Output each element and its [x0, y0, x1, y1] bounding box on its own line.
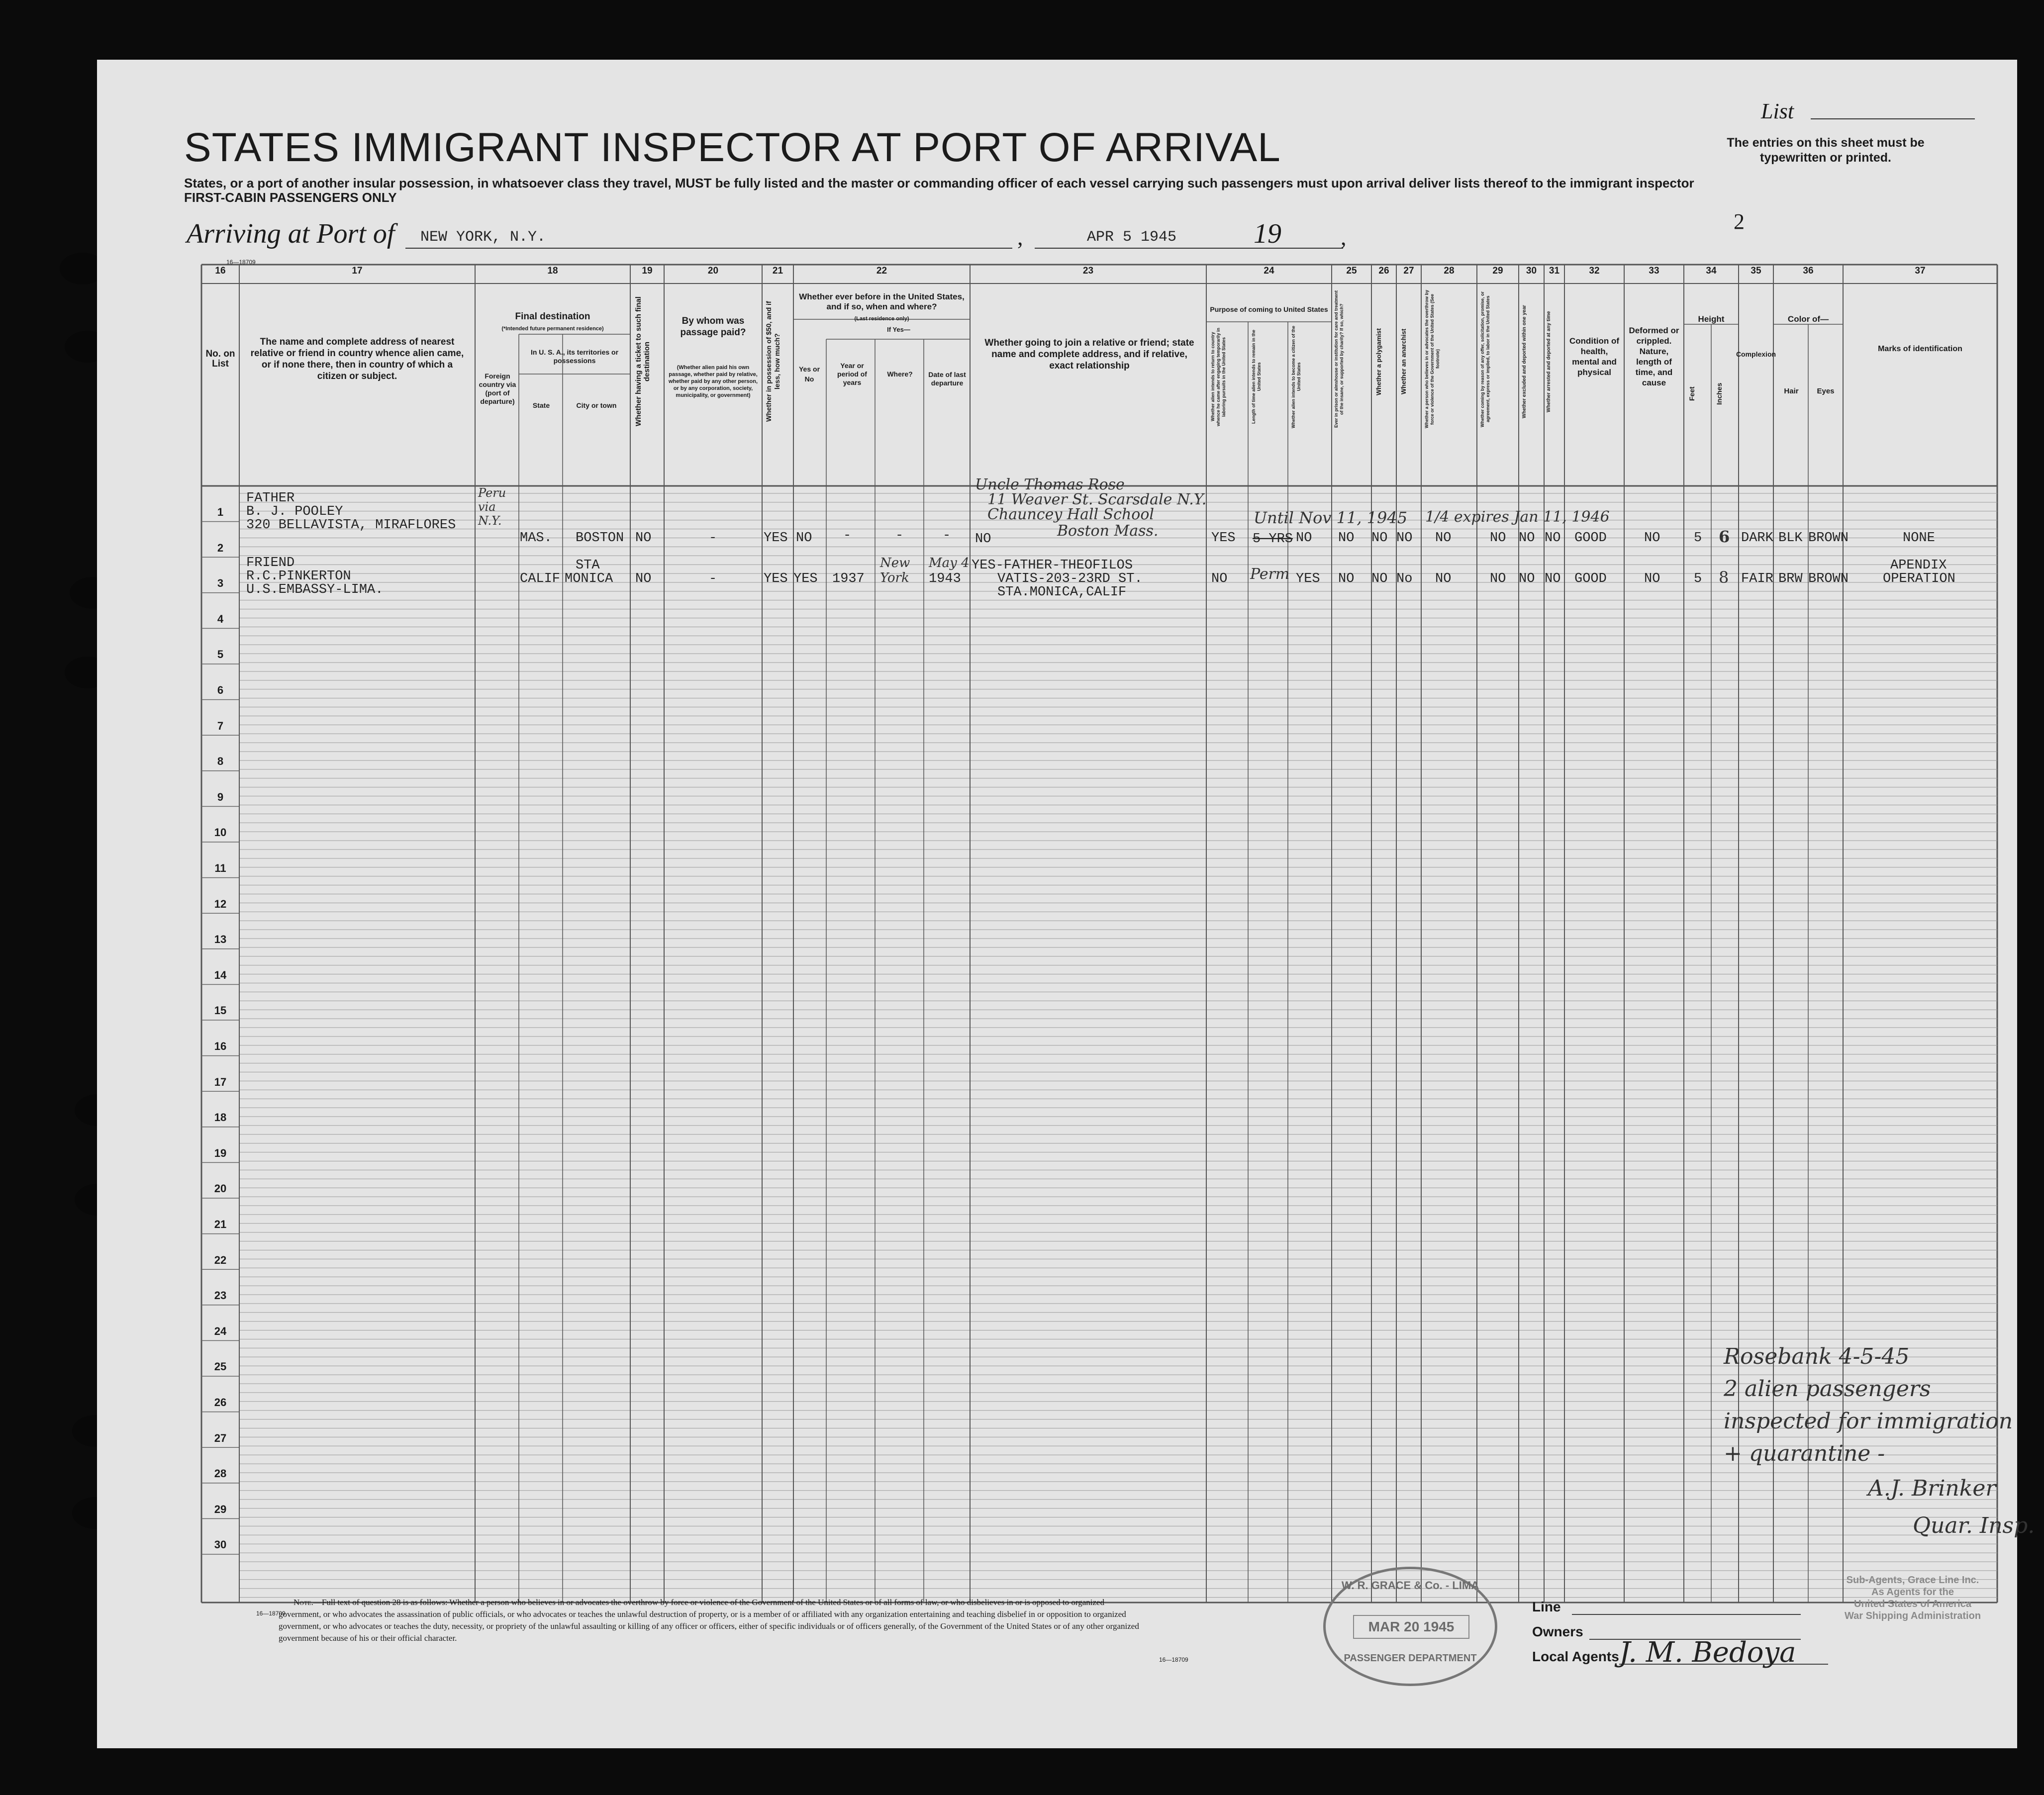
header-ticket: Whether having a ticket to such final destination — [634, 296, 651, 427]
row2-relative-address: U.S.EMBASSY-LIMA. — [246, 582, 384, 597]
row1-passage-paid: - — [709, 531, 717, 546]
header-eyes: Eyes — [1817, 387, 1835, 395]
col-number-32: 32 — [1589, 266, 1600, 276]
col-number-29: 29 — [1492, 266, 1503, 276]
header-purpose-citizen: Whether alien intends to become a citizen of the United States — [1291, 325, 1301, 428]
row-number: 15 — [214, 1004, 227, 1017]
row2-relationship: FRIEND — [246, 556, 295, 570]
stamp-bottom-text: PASSENGER DEPARTMENT — [1344, 1653, 1477, 1664]
header-join-relative: Whether going to join a relative or friend; state name and complete address, and if relative, exact relationship — [984, 337, 1194, 371]
header-state: State — [532, 401, 550, 409]
row-number: 9 — [217, 790, 224, 803]
row-number: 10 — [214, 826, 227, 839]
header-passage-paid-sub: (Whether alien paid his own passage, whether paid by relative, whether paid by any other person, or by any corporation, society, municipality, or government) — [668, 365, 758, 398]
form-code-top: 16—18709 — [226, 259, 256, 266]
header-fifty-dollars: Whether in possession of $50, and if less, how much? — [765, 301, 781, 422]
row1-year: - — [843, 528, 852, 543]
subtitle: States, or a port of another insular possession, in whatsoever class they travel, MUST be fully listed and the master or commanding officer of each vessel carrying such passengers must upon arrival deliver lists thereof to the immigrant inspector — [184, 176, 1694, 190]
row2-citizen: YES — [1296, 571, 1320, 586]
company-stamp — [1323, 1567, 1497, 1686]
row2-arrested: NO — [1545, 571, 1561, 586]
row1-where: - — [895, 528, 904, 543]
row2-state: CALIF — [520, 571, 561, 586]
row-number: 21 — [214, 1218, 227, 1230]
header-anarchist: Whether an anarchist — [1400, 328, 1407, 395]
footnote-lead: Note. — [293, 1598, 313, 1607]
header-yes-or-no: Yes or No — [798, 365, 820, 383]
row1-relationship: FATHER — [246, 491, 295, 506]
row2-fifty-dollars: YES — [764, 571, 788, 586]
header-before-in-us-sub: (Last residence only) — [854, 316, 909, 322]
row-number: 11 — [214, 862, 226, 874]
row1-join: NO — [975, 532, 991, 547]
row1-inches: 6 — [1719, 527, 1730, 546]
header-relative-address: The name and complete address of nearest relative or friend in country whence alien came, or if none there, then in country of which a citizen or subject. — [250, 337, 464, 381]
row-number: 8 — [217, 755, 224, 768]
row2-marks-line1: APENDIX — [1890, 558, 1947, 573]
row2-hair: BRW — [1778, 571, 1803, 586]
col-number-26: 26 — [1378, 266, 1389, 276]
row2-passage-paid: - — [709, 571, 717, 586]
header-overthrow: Whether a person who believes in or advocates the overthrow by force or violence of the Government of the United States (See footnote) — [1424, 289, 1440, 429]
col-number-16: 16 — [215, 266, 226, 276]
row-number: 19 — [214, 1146, 227, 1159]
row1-departure: - — [943, 528, 951, 543]
header-marks: Marks of identification — [1878, 345, 1962, 353]
agent-stamp — [1808, 1574, 2017, 1622]
header-no-on-list: No. on List — [205, 349, 235, 369]
row1-marks: NONE — [1903, 531, 1935, 546]
owners-label: Owners — [1532, 1624, 1583, 1639]
row-number: 22 — [214, 1253, 227, 1266]
row2-complexion: FAIR — [1741, 571, 1773, 586]
agent-stamp-line1: Sub-Agents, Grace Line Inc. — [1846, 1575, 1979, 1586]
header-complexion: Complexion — [1736, 350, 1776, 358]
row2-feet: 5 — [1694, 571, 1702, 586]
row1-foreign-via: Peru via N.Y. — [478, 486, 506, 528]
header-before-in-us: Whether ever before in the United States, and if so, when and where? — [799, 292, 965, 311]
row-number: 24 — [214, 1324, 227, 1337]
col-number-20: 20 — [707, 266, 719, 276]
line-label: Line — [1532, 1599, 1561, 1614]
col-number-33: 33 — [1649, 266, 1659, 276]
row2-city-line1: STA — [576, 558, 600, 573]
header-passage-paid: By whom was passage paid? — [680, 316, 746, 338]
header-polygamist: Whether a polygamist — [1375, 328, 1382, 395]
row-number: 29 — [214, 1503, 227, 1515]
inspection-note-line2: 2 alien passengers — [1724, 1376, 1931, 1402]
header-final-destination-sub: (*Intended future permanent residence) — [501, 326, 604, 332]
agent-stamp-line4: War Shipping Administration — [1844, 1610, 1981, 1621]
col-number-36: 36 — [1803, 266, 1814, 276]
header-color-of: Color of— — [1787, 314, 1829, 324]
col-number-18: 18 — [547, 266, 558, 276]
row-number: 14 — [214, 968, 227, 981]
col-number-37: 37 — [1915, 266, 1926, 276]
col-number-21: 21 — [772, 266, 783, 276]
row2-city-line2: MONICA — [565, 571, 613, 586]
row2-labor: NO — [1490, 571, 1506, 586]
row2-before: YES — [793, 571, 818, 586]
row-number: 12 — [214, 897, 227, 910]
inspection-note-signature: A.J. Brinker — [1868, 1476, 1996, 1501]
header-feet: Feet — [1688, 386, 1696, 401]
row2-length-hw: Perm — [1250, 566, 1290, 583]
row-number: 13 — [214, 933, 227, 946]
row-number: 16 — [214, 1040, 227, 1052]
row2-join-line2: VATIS-203-23RD ST. — [997, 571, 1143, 586]
inspection-note-line1: Rosebank 4-5-45 — [1724, 1344, 1910, 1369]
header-deformed: Deformed or crippled. Nature, length of time, and cause — [1629, 326, 1679, 387]
row-number: 6 — [217, 684, 224, 696]
row-number: 3 — [217, 577, 224, 590]
row-number: 7 — [217, 719, 224, 732]
row-number: 27 — [214, 1431, 227, 1444]
row1-overthrow: NO — [1435, 531, 1452, 546]
row1-ticket: NO — [635, 531, 652, 546]
row1-before: NO — [796, 531, 812, 546]
arriving-label: Arriving at Port of — [187, 218, 395, 249]
header-arrested: Whether arrested and deported at any time — [1546, 311, 1552, 412]
footnote-text: —Full text of question 28 is as follows: Whether a person who believes in or advocates the overthrow by force or violence of the Government of the United States or of all forms of law, or who disbelieves in or is opposed to organized government, or who advocates the assassination of public officials, or who advocates or teaches the unlawful destruction of property, or is a member of or affiliated with any organization entertaining and teaching disbelief in or opposition to organized government, or who advocates or teaches the duty, necessity, or propriety of the unlawful assaulting or killing of any officer or officers, either of specific individuals or of officers generally, of the Government of the United States or of any other organized government because of his or their official character. — [279, 1598, 1139, 1643]
row1-length-hw: Until Nov 11, 1945 — [1254, 508, 1408, 527]
row1-prison: NO — [1338, 531, 1355, 546]
port-line — [405, 248, 1012, 249]
row-number: 28 — [214, 1467, 227, 1480]
row2-polygamist: NO — [1371, 571, 1388, 586]
row2-eyes: BROWN — [1808, 571, 1849, 586]
header-year-period: Year or period of years — [837, 361, 867, 386]
header-height: Height — [1698, 314, 1725, 324]
row1-labor: NO — [1490, 531, 1506, 546]
sheet-number: 2 — [1734, 209, 1745, 234]
row2-where-hw: New York — [880, 556, 910, 585]
row-number: 18 — [214, 1111, 227, 1124]
header-purpose: Purpose of coming to United States — [1210, 305, 1328, 313]
row-number: 1 — [217, 506, 224, 518]
header-usa: In U. S. A., its territories or possessions — [530, 348, 619, 365]
row1-join-hw-1: Uncle Thomas Rose — [975, 476, 1125, 493]
row1-eyes: BROWN — [1808, 531, 1849, 546]
header-inches: Inches — [1715, 382, 1723, 405]
row1-complexion: DARK — [1741, 531, 1773, 546]
inspection-note-line4: + quarantine - — [1724, 1441, 1885, 1466]
row-number: 20 — [214, 1182, 227, 1195]
arrival-port: NEW YORK, N.Y. — [420, 229, 546, 246]
col-number-24: 24 — [1264, 266, 1274, 276]
header-hair: Hair — [1784, 387, 1799, 395]
row2-excluded: NO — [1519, 571, 1535, 586]
form-code-bottom: 16—18709 — [256, 1610, 286, 1617]
row-number: 4 — [217, 612, 224, 625]
row2-prison: NO — [1338, 571, 1355, 586]
header-final-destination: Final destination — [515, 311, 590, 322]
col-number-27: 27 — [1403, 266, 1414, 276]
col-number-25: 25 — [1346, 266, 1357, 276]
row2-ticket: NO — [635, 571, 652, 586]
col-number-35: 35 — [1751, 266, 1761, 276]
header-city: City or town — [576, 401, 617, 409]
col-number-19: 19 — [642, 266, 653, 276]
row2-relative-name: R.C.PINKERTON — [246, 569, 351, 584]
row1-state: MAS. — [520, 531, 552, 546]
row1-deformed: NO — [1644, 531, 1660, 546]
row1-fifty-dollars: YES — [764, 531, 788, 546]
row-number: 30 — [214, 1538, 227, 1551]
row2-anarchist: No — [1396, 571, 1413, 586]
row-number: 2 — [217, 541, 224, 554]
row2-deformed: NO — [1644, 571, 1660, 586]
row2-departure: 1943 — [929, 571, 961, 586]
row1-polygamist: NO — [1371, 531, 1388, 546]
row2-health: GOOD — [1574, 571, 1607, 586]
row1-arrested: NO — [1545, 531, 1561, 546]
header-purpose-return: Whether alien intends to return to country whence he came after engaging temporarily in laboring pursuits in the United States — [1210, 327, 1226, 426]
cabin-class: FIRST-CABIN PASSENGERS ONLY — [184, 190, 397, 205]
col-number-31: 31 — [1549, 266, 1560, 276]
col-number-23: 23 — [1082, 266, 1094, 276]
header-health: Condition of health, mental and physical — [1569, 336, 1620, 377]
inspection-note-line3: inspected for immigration — [1724, 1409, 2013, 1434]
row2-join-line1: YES-FATHER-THEOFILOS — [972, 558, 1133, 573]
manifest-sheet: List STATES IMMIGRANT INSPECTOR AT PORT OF ARRIVAL The entries on this sheet must be typewritten or printed. States, or a port of another insular possession, in whatsoever class they travel, MUST be fully listed and the master or commanding officer of each vessel carrying such passengers must upon arrival deliver lists thereof to the immigrant inspector FIRST-CABIN PASSENGERS ONLY Arriving at Port of NEW YORK, N.Y. , APR 5 1945 , 19 2 16—18709 16 17 18 19 20 21 22 23 24 25 26 27 28 29 30 31 32 33 34 35 36 37 No. on List The name and complete address of nearest relative or friend in country whence alien came, or if none there, then in country of which a citizen or subject. Final destination (*Intended future permanent residence) Foreign country via (port of departure) In U. S. A., its territories or possessions State City or town Whether having a ticket to such final destination By whom was passage paid? (Whether alien paid his own passage, whether paid by relative, whether paid by any other person, or by any corporation, society, municipality, or government) Whether in possession of $50, and if less, how much? Whether ever before in the United States, and if so, when and where? (Last residence only) If Yes— Yes or No Year or period of years Where? Date of last departure Whether going to join a relative or friend; state name and complete address, and if relative, exact relationship Purpose of coming to United States Whether alien intends to return to country whence he came after engaging temporarily in laboring pursuits in the United States Length of time alien intends to remain in the United States Whether alien intends to become a citizen of the United States Ever in prison or almshouse or institution for care and treatment of the insane, or supported by charity? If so, which? Whether a polygamist Whether an anarchist Whether a person who believes in or advocates the overthrow by force or violence of the Government of the United States (See footnote) Whether coming by reason of any offer, solicitation, promise, or agreement, express or implied, to labor in the United States Whether excluded and deported within one year Whether arrested and deported at any time Condition of health, mental and physical Deformed or crippled. Nature, length of time, and cause Height Feet Inches Complexion Color of— Hair Eyes Marks of identification 1 2 3 4 5 6 7 8 9 10 11 12 13 14 15 16 17 18 19 20 21 22 23 24 25 26 27 28 29 30 FATHER B. J. POOLEY 320 BELLAVISTA, MIRAFLORES Peru via N.Y. MAS. BOSTON NO - YES NO - - - Uncle Thomas Rose 11 Weaver St. Scarsdale N.Y. Chauncey Hall School Boston Mass. NO YES Until Nov 11, 1945 5 YRS 1/4 expires Jan 11, 1946 NO NO NO NO NO NO NO NO GOOD NO 5 6 DARK BLK BROWN NONE FRIEND R.C.PINKERTON U.S.EMBASSY-LIMA. CALIF STA MONICA NO - YES YES 1937 New York May 4 1943 YES-FATHER-THEOFILOS VATIS-203-23RD ST. STA.MONICA,CALIF NO Perm YES NO NO No NO NO NO NO GOOD NO 5 8 FAIR BRW BROWN APENDIX OPERATION Rosebank 4-5-45 2 alien passengers inspected for immigration + quarantine - A.J. Brinker Quar. Insp. 16—18709 Note.—Full text of question 28 is as follows: Whether a person who believes in or advocates the overthrow by force or violence of the Government of the United States or of all forms of law, or who disbelieves in or is opposed to organized government, or who advocates the assassination of public officials, or who advocates or teaches the unlawful destruction of property, or is a member of or affiliated with any organization entertaining and teaching disbelief in or opposition to organized government, or who advocates or teaches the duty, necessity, or propriety of the unlawful assaulting or killing of any officer or officers, either of specific individuals or of officers generally, of the Government of the United States or of any other organized government because of his or their official character. 16—18709 W. R. GRACE & Co. - LIMA MAR 20 1945 PASSENGER DEPARTMENT Line Owners Local Agents J. M. Bedoya Sub-Agents, Grace Line Inc. As Agents for the United States of America War Shipping Administration — [97, 60, 2017, 1748]
col-number-17: 17 — [352, 266, 363, 276]
agent-stamp-line3: United States of America — [1854, 1599, 1971, 1609]
header-where: Where? — [887, 370, 913, 378]
row2-departure-hw: May 4 — [929, 556, 970, 570]
row2-join-line3: STA.MONICA,CALIF — [997, 585, 1127, 600]
year-prefix: 19 — [1254, 218, 1281, 249]
col-number-30: 30 — [1526, 266, 1537, 276]
row1-excluded: NO — [1519, 531, 1535, 546]
row-number: 25 — [214, 1360, 227, 1373]
row1-relative-name: B. J. POOLEY — [246, 504, 343, 519]
local-agents-label: Local Agents — [1532, 1649, 1619, 1664]
row-number: 17 — [214, 1075, 227, 1088]
agent-signature: J. M. Bedoya — [1619, 1636, 1796, 1669]
col-number-22: 22 — [876, 266, 887, 276]
footnote — [279, 1597, 1144, 1644]
header-purpose-length: Length of time alien intends to remain in the United States — [1251, 330, 1262, 424]
list-label: List — [1761, 99, 1794, 123]
header-foreign-country: Foreign country via (port of departure) — [479, 372, 516, 405]
row-number: 5 — [217, 648, 224, 661]
row1-anarchist: NO — [1396, 531, 1413, 546]
row1-feet: 5 — [1694, 531, 1702, 546]
agent-stamp-line2: As Agents for the — [1871, 1587, 1954, 1598]
list-line — [1811, 118, 1975, 119]
typewritten-instructions: The entries on this sheet must be typewritten or printed. — [1727, 136, 1925, 165]
row2-marks-line2: OPERATION — [1883, 571, 1955, 586]
row1-health: GOOD — [1574, 531, 1607, 546]
stamp-top-text: W. R. GRACE & Co. - LIMA — [1341, 1579, 1479, 1592]
row1-citizen: NO — [1296, 531, 1312, 546]
row2-inches: 8 — [1719, 568, 1729, 587]
row2-overthrow: NO — [1435, 571, 1452, 586]
header-excluded: Whether excluded and deported within one year — [1522, 305, 1527, 418]
row2-return: NO — [1211, 571, 1228, 586]
row2-year: 1937 — [832, 571, 865, 586]
row-number: 26 — [214, 1396, 227, 1409]
header-last-departure: Date of last departure — [928, 371, 966, 387]
header-prison: Ever in prison or almshouse or institution for care and treatment of the insane, or supported by charity? If so, which? — [1334, 290, 1344, 428]
row1-length-struck: 5 YRS — [1253, 532, 1293, 547]
footnote-code: 16—18709 — [1159, 1656, 1188, 1663]
col-number-34: 34 — [1706, 266, 1717, 276]
header-offer-to-labor: Whether coming by reason of any offer, solicitation, promise, or agreement, express or implied, to labor in the United States — [1480, 291, 1490, 427]
row1-return: YES — [1211, 531, 1236, 546]
page-title: STATES IMMIGRANT INSPECTOR AT PORT OF ARRIVAL — [184, 125, 1281, 170]
row1-join-hw-2: 11 Weaver St. Scarsdale N.Y. — [987, 491, 1207, 508]
stamp-date: MAR 20 1945 — [1353, 1615, 1469, 1639]
row1-hair: BLK — [1778, 531, 1803, 546]
col-number-28: 28 — [1444, 266, 1455, 276]
header-if-yes: If Yes— — [887, 326, 910, 333]
row1-join-hw-3: Chauncey Hall School — [987, 506, 1155, 523]
date-line — [1035, 248, 1343, 249]
inspection-note-title: Quar. Insp. — [1913, 1513, 2035, 1538]
row1-relative-address: 320 BELLAVISTA, MIRAFLORES — [246, 518, 456, 533]
arrival-date: APR 5 1945 — [1087, 229, 1177, 246]
row1-city: BOSTON — [576, 531, 624, 546]
row1-visa-hw: 1/4 expires Jan 11, 1946 — [1425, 508, 1610, 526]
row-number: 23 — [214, 1289, 227, 1302]
row1-join-hw-4: Boston Mass. — [1057, 522, 1159, 540]
